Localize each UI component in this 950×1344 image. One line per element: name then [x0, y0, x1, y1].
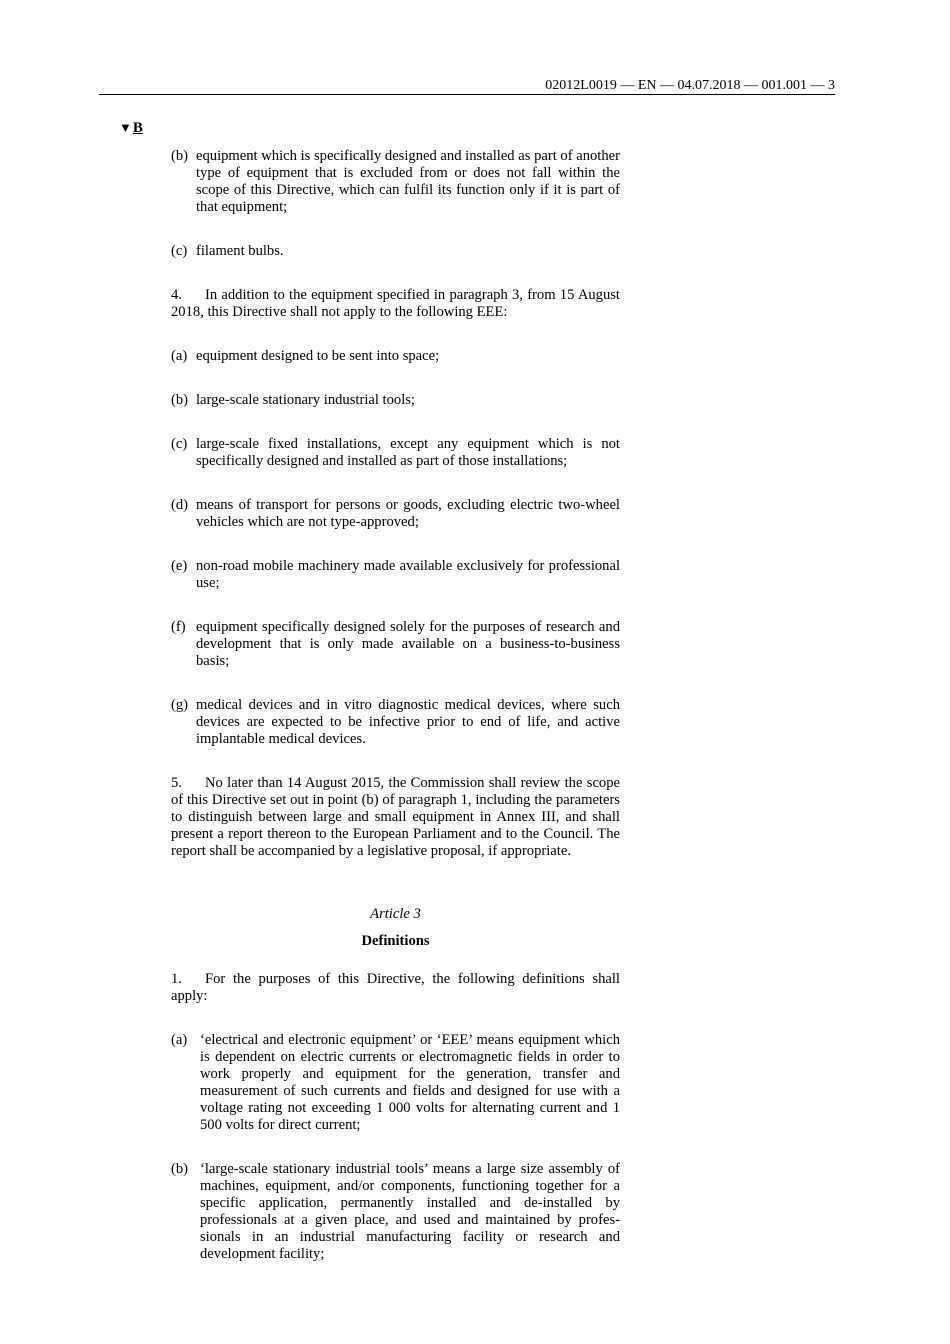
paragraph-5 [171, 775, 620, 860]
list-item [171, 436, 620, 470]
item-text: equipment which is specifically designed and installed as part of another type of equipment that is excluded from or does not fall within the scope of this Directive, which can fulfil its function only if it is part of that equipment; [196, 148, 620, 215]
list-item [171, 558, 620, 592]
list-item [171, 497, 620, 531]
paragraph-4 [171, 287, 620, 321]
item-text: non-road mobile machinery made available exclusively for professional use; [196, 558, 620, 591]
item-text: medical devices and in vitro diagnostic medical devices, where such devices are expected to be infective prior to end of life, and active implantable medical devices. [196, 697, 620, 747]
document-reference: 02012L0019 — EN — 04.07.2018 — 001.001 — 3 [545, 78, 835, 93]
item-label: (c) [171, 243, 188, 259]
list-item [171, 148, 620, 216]
item-text: filament bulbs. [196, 243, 284, 259]
paragraph-number: 5. [171, 775, 182, 791]
paragraph-number: 1. [171, 971, 182, 987]
item-label: (a) [171, 348, 188, 364]
document-body [171, 148, 620, 1263]
item-label: (e) [171, 558, 188, 574]
list-item [171, 348, 620, 365]
item-label: (g) [171, 697, 189, 713]
item-label: (b) [171, 392, 189, 408]
article-heading: Definitions [361, 933, 430, 949]
document-header [99, 77, 835, 95]
marker-letter: B [132, 120, 143, 136]
paragraph-number: 4. [171, 287, 182, 303]
definition-item [171, 1032, 620, 1134]
definition-item [171, 1161, 620, 1263]
item-text: large-scale stationary industrial tools; [196, 392, 415, 408]
paragraph-1 [171, 971, 620, 1005]
list-item [171, 619, 620, 670]
item-text: means of transport for persons or goods, excluding electric two-wheel vehicles which are not type-approved; [196, 497, 620, 530]
item-label: (c) [171, 436, 188, 452]
paragraph-text: In addition to the equipment specified in paragraph 3, from 15 August 2018, this Directive shall not apply to the following EEE: [171, 287, 620, 320]
paragraph-text: No later than 14 August 2015, the Commission shall review the scope of this Directive set out in point (b) of paragraph 1, including the parameters to distinguish between large and small equipment in Annex III, and shall present a report thereon to the European Parliament and to the Council. The report shall be accompanied by a legislative proposal, if appropriate. [171, 775, 620, 859]
item-text: equipment specifically designed solely for the purposes of research and development that is only made available on a business-to-business basis; [196, 619, 620, 669]
article-title: Article 3 [370, 906, 421, 922]
item-label: (d) [171, 497, 189, 513]
list-item [171, 697, 620, 748]
triangle-marker-icon: ▼ [119, 120, 132, 135]
item-label: (b) [171, 148, 189, 164]
item-text: ‘electrical and electronic equipment’ or ‘EEE’ means equipment which is dependent on electric currents or electromagnetic fields in order to work properly and equipment for the generation, transfer and measurement of such currents and fields and designed for use with a voltage rating not exceeding 1 000 volts for alternating current and 1 500 volts for direct current; [200, 1032, 620, 1133]
item-text: ‘large-scale stationary industrial tools’ means a large size assembly of machines, equipment, and/or components, functioning together for a specific application, permanently installed and de-installed by professionals at a given place, and used and maintained by professionals in an industrial manufacturing facility or research and development facility; [200, 1161, 620, 1262]
item-label: (a) [171, 1032, 188, 1048]
amendment-marker [119, 119, 143, 137]
list-item [171, 243, 620, 260]
paragraph-text: For the purposes of this Directive, the following definitions shall apply: [171, 971, 620, 1004]
item-text: large-scale fixed installations, except any equipment which is not specifically designed and installed as part of those installations; [196, 436, 620, 469]
item-label: (b) [171, 1161, 189, 1177]
item-text: equipment designed to be sent into space; [196, 348, 440, 364]
item-label: (f) [171, 619, 186, 635]
list-item [171, 392, 620, 409]
